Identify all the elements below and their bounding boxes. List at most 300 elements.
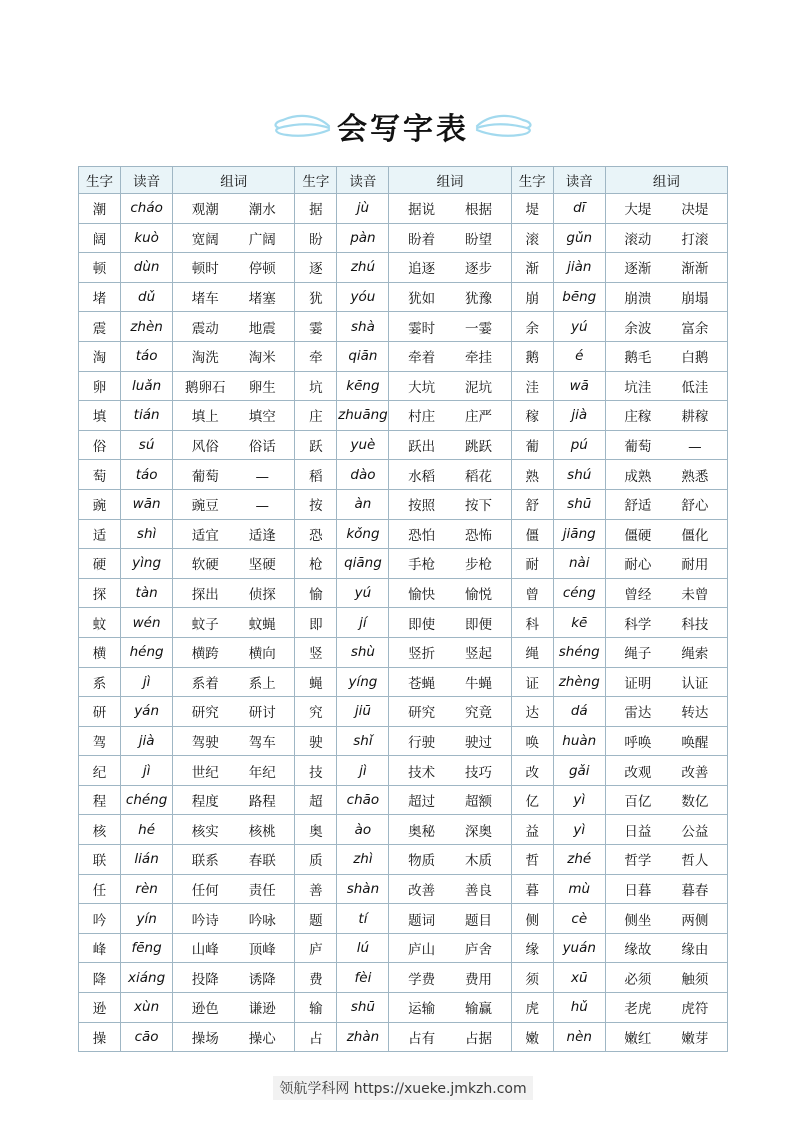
column-header-words-3: 组词: [605, 167, 727, 194]
cell-words: [173, 312, 295, 342]
word-first: 宽阔: [191, 231, 219, 248]
column-header-hanzi-3: 生字: [511, 167, 553, 194]
cell-hanzi: 亿: [511, 785, 553, 815]
cell-pinyin: yì: [553, 785, 605, 815]
cell-pinyin: zhé: [553, 845, 605, 875]
word-first: 逊色: [191, 1001, 219, 1018]
word-first: 山峰: [191, 942, 219, 959]
cell-hanzi: 熟: [511, 460, 553, 490]
table-row: [79, 963, 728, 993]
cell-hanzi: 硬: [79, 549, 121, 579]
word-second: 触须: [681, 971, 709, 988]
cell-hanzi: 证: [511, 667, 553, 697]
word-first: 日益: [624, 823, 652, 840]
cell-hanzi: 峰: [79, 933, 121, 963]
cell-pinyin: jiū: [337, 697, 389, 727]
word-first: 堵车: [191, 291, 219, 308]
word-first: 村庄: [408, 409, 436, 426]
cell-words: [605, 253, 727, 283]
word-first: 世纪: [191, 764, 219, 781]
cell-hanzi: 嫩: [511, 1022, 553, 1052]
word-second: 年纪: [248, 764, 276, 781]
table-row: [79, 815, 728, 845]
word-second: 系上: [248, 675, 276, 692]
footer-source-label: 领航学科网 https://xueke.jmkzh.com: [273, 1076, 532, 1100]
cell-pinyin: jì: [337, 756, 389, 786]
cell-hanzi: 渐: [511, 253, 553, 283]
cell-words: [173, 874, 295, 904]
word-second: 诱降: [248, 971, 276, 988]
cell-words: [173, 637, 295, 667]
word-second: 愉悦: [465, 587, 493, 604]
cell-hanzi: 善: [295, 874, 337, 904]
word-first: 任何: [191, 882, 219, 899]
word-second: 研讨: [248, 705, 276, 722]
table-header-row: [79, 167, 728, 194]
cell-pinyin: cháo: [121, 194, 173, 224]
cell-words: [173, 697, 295, 727]
cell-words: [173, 282, 295, 312]
cell-pinyin: zhèng: [553, 667, 605, 697]
cell-pinyin: yuè: [337, 430, 389, 460]
table-row: [79, 253, 728, 283]
cell-hanzi: 横: [79, 637, 121, 667]
cell-pinyin: táo: [121, 341, 173, 371]
word-first: 即使: [408, 616, 436, 633]
word-first: 填上: [191, 409, 219, 426]
word-second: 责任: [248, 882, 276, 899]
cell-pinyin: yú: [553, 312, 605, 342]
word-first: 苍蝇: [408, 675, 436, 692]
word-first: 软硬: [191, 557, 219, 574]
word-second: 未曾: [681, 587, 709, 604]
cell-words: [173, 578, 295, 608]
cell-words: [173, 608, 295, 638]
cell-pinyin: yú: [337, 578, 389, 608]
word-first: 淘洗: [191, 350, 219, 367]
cell-hanzi: 据: [295, 194, 337, 224]
cell-words: [605, 578, 727, 608]
cell-pinyin: chéng: [121, 785, 173, 815]
word-second: 究竟: [465, 705, 493, 722]
cell-pinyin: jì: [121, 756, 173, 786]
cell-pinyin: shū: [337, 993, 389, 1023]
word-second: —: [255, 468, 269, 485]
cell-words: [173, 993, 295, 1023]
table-row: [79, 401, 728, 431]
cell-pinyin: cè: [553, 904, 605, 934]
word-first: 观潮: [191, 202, 219, 219]
cell-hanzi: 费: [295, 963, 337, 993]
cell-hanzi: 占: [295, 1022, 337, 1052]
cell-pinyin: rèn: [121, 874, 173, 904]
word-first: 驾驶: [191, 734, 219, 751]
word-first: 大坑: [408, 379, 436, 396]
cell-pinyin: mù: [553, 874, 605, 904]
cell-hanzi: 吟: [79, 904, 121, 934]
cell-hanzi: 即: [295, 608, 337, 638]
word-second: 崩塌: [681, 291, 709, 308]
word-first: 坑洼: [624, 379, 652, 396]
word-first: 庄稼: [624, 409, 652, 426]
table-row: [79, 933, 728, 963]
cell-pinyin: chāo: [337, 785, 389, 815]
cell-words: [173, 430, 295, 460]
cell-words: [389, 341, 511, 371]
cell-hanzi: 须: [511, 963, 553, 993]
word-first: 学费: [408, 971, 436, 988]
word-second: —: [255, 498, 269, 515]
word-second: 绳索: [681, 646, 709, 663]
cell-hanzi: 耐: [511, 549, 553, 579]
cell-pinyin: wā: [553, 371, 605, 401]
word-second: 僵化: [681, 527, 709, 544]
cell-words: [605, 963, 727, 993]
cell-pinyin: yóu: [337, 282, 389, 312]
word-first: 题词: [408, 912, 436, 929]
cell-words: [605, 194, 727, 224]
cell-pinyin: pàn: [337, 223, 389, 253]
cell-hanzi: 探: [79, 578, 121, 608]
cell-hanzi: 唤: [511, 726, 553, 756]
cell-words: [389, 874, 511, 904]
column-header-pinyin-1: 读音: [121, 167, 173, 194]
cell-words: [605, 697, 727, 727]
cell-hanzi: 僵: [511, 519, 553, 549]
word-first: 老虎: [624, 1001, 652, 1018]
cell-words: [605, 371, 727, 401]
cell-hanzi: 缘: [511, 933, 553, 963]
word-first: 犹如: [408, 291, 436, 308]
cell-words: [173, 519, 295, 549]
cell-pinyin: gǔn: [553, 223, 605, 253]
cell-pinyin: é: [553, 341, 605, 371]
cell-words: [389, 1022, 511, 1052]
cell-words: [173, 253, 295, 283]
cell-words: [389, 697, 511, 727]
table-row: [79, 519, 728, 549]
cell-words: [605, 430, 727, 460]
cell-hanzi: 驶: [295, 726, 337, 756]
cell-hanzi: 曾: [511, 578, 553, 608]
word-second: 俗话: [248, 439, 276, 456]
cell-hanzi: 滚: [511, 223, 553, 253]
word-second: 深奥: [465, 823, 493, 840]
cell-pinyin: dá: [553, 697, 605, 727]
word-second: 费用: [465, 971, 493, 988]
page-title: 会写字表: [337, 112, 469, 147]
cell-words: [389, 253, 511, 283]
word-first: 改观: [624, 764, 652, 781]
cell-words: [605, 845, 727, 875]
cell-pinyin: xū: [553, 963, 605, 993]
cell-words: [389, 460, 511, 490]
word-second: 恐怖: [465, 527, 493, 544]
word-first: 侧坐: [624, 912, 652, 929]
word-first: 科学: [624, 616, 652, 633]
cell-hanzi: 益: [511, 815, 553, 845]
cell-hanzi: 题: [295, 904, 337, 934]
cell-hanzi: 填: [79, 401, 121, 431]
cell-hanzi: 程: [79, 785, 121, 815]
word-first: 蚊子: [191, 616, 219, 633]
cell-hanzi: 达: [511, 697, 553, 727]
cell-words: [605, 993, 727, 1023]
word-first: 追逐: [408, 261, 436, 278]
cell-pinyin: kēng: [337, 371, 389, 401]
cell-hanzi: 坑: [295, 371, 337, 401]
cell-pinyin: jì: [121, 667, 173, 697]
cell-pinyin: zhàn: [337, 1022, 389, 1052]
column-header-words-2: 组词: [389, 167, 511, 194]
cell-words: [389, 519, 511, 549]
cell-words: [389, 845, 511, 875]
cell-hanzi: 犹: [295, 282, 337, 312]
word-first: 超过: [408, 794, 436, 811]
cell-words: [173, 1022, 295, 1052]
cell-words: [173, 933, 295, 963]
cell-pinyin: wān: [121, 489, 173, 519]
cell-pinyin: shǐ: [337, 726, 389, 756]
cell-words: [605, 785, 727, 815]
cell-pinyin: tàn: [121, 578, 173, 608]
cell-pinyin: nài: [553, 549, 605, 579]
cell-hanzi: 震: [79, 312, 121, 342]
word-second: 题目: [465, 912, 493, 929]
cell-hanzi: 余: [511, 312, 553, 342]
cell-hanzi: 卵: [79, 371, 121, 401]
word-first: 葡萄: [191, 468, 219, 485]
cell-words: [389, 667, 511, 697]
word-first: 震动: [191, 320, 219, 337]
cell-pinyin: qiāng: [337, 549, 389, 579]
cell-pinyin: dǔ: [121, 282, 173, 312]
cell-hanzi: 按: [295, 489, 337, 519]
cell-words: [389, 785, 511, 815]
word-first: 水稻: [408, 468, 436, 485]
cell-words: [605, 312, 727, 342]
cell-words: [173, 194, 295, 224]
cell-words: [605, 726, 727, 756]
cell-words: [389, 430, 511, 460]
cell-hanzi: 盼: [295, 223, 337, 253]
cell-words: [605, 904, 727, 934]
cell-words: [605, 223, 727, 253]
table-row: [79, 371, 728, 401]
character-table: [78, 166, 728, 1052]
word-first: 僵硬: [624, 527, 652, 544]
word-second: 低洼: [681, 379, 709, 396]
cell-hanzi: 潮: [79, 194, 121, 224]
word-first: 嫩红: [624, 1030, 652, 1047]
word-first: 日暮: [624, 882, 652, 899]
cell-hanzi: 究: [295, 697, 337, 727]
word-second: 卵生: [248, 379, 276, 396]
word-first: 联系: [191, 853, 219, 870]
word-second: 超额: [465, 794, 493, 811]
word-second: 数亿: [681, 794, 709, 811]
cell-hanzi: 枪: [295, 549, 337, 579]
word-first: 葡萄: [624, 439, 652, 456]
cell-hanzi: 霎: [295, 312, 337, 342]
column-header-hanzi-1: 生字: [79, 167, 121, 194]
table-row: [79, 1022, 728, 1052]
cell-pinyin: tí: [337, 904, 389, 934]
cell-pinyin: shéng: [553, 637, 605, 667]
cell-pinyin: dùn: [121, 253, 173, 283]
word-second: 核桃: [248, 823, 276, 840]
word-second: 横向: [248, 646, 276, 663]
cell-pinyin: zhuāng: [337, 401, 389, 431]
word-first: 盼着: [408, 231, 436, 248]
cell-hanzi: 适: [79, 519, 121, 549]
word-second: 公益: [681, 823, 709, 840]
cell-words: [173, 667, 295, 697]
cell-words: [605, 460, 727, 490]
cell-hanzi: 奥: [295, 815, 337, 845]
word-first: 投降: [191, 971, 219, 988]
cell-hanzi: 联: [79, 845, 121, 875]
cell-words: [173, 726, 295, 756]
cell-words: [389, 933, 511, 963]
cell-words: [605, 401, 727, 431]
cell-words: [389, 815, 511, 845]
cell-pinyin: shù: [337, 637, 389, 667]
cell-hanzi: 阔: [79, 223, 121, 253]
cell-words: [389, 756, 511, 786]
table-row: [79, 549, 728, 579]
word-first: 愉快: [408, 587, 436, 604]
cell-pinyin: àn: [337, 489, 389, 519]
word-second: 唤醒: [681, 734, 709, 751]
word-first: 占有: [408, 1030, 436, 1047]
cell-hanzi: 稼: [511, 401, 553, 431]
cell-words: [389, 223, 511, 253]
word-first: 行驶: [408, 734, 436, 751]
cell-hanzi: 改: [511, 756, 553, 786]
word-second: 即便: [465, 616, 493, 633]
word-first: 据说: [408, 202, 436, 219]
word-second: 地震: [248, 320, 276, 337]
cell-words: [389, 904, 511, 934]
cell-words: [389, 194, 511, 224]
column-header-hanzi-2: 生字: [295, 167, 337, 194]
table-row: [79, 194, 728, 224]
word-second: 驶过: [465, 734, 493, 751]
word-second: 输赢: [465, 1001, 493, 1018]
table-row: [79, 312, 728, 342]
cell-words: [605, 608, 727, 638]
cell-hanzi: 哲: [511, 845, 553, 875]
cell-words: [389, 726, 511, 756]
cell-pinyin: shàn: [337, 874, 389, 904]
word-second: 吟咏: [248, 912, 276, 929]
word-first: 研究: [191, 705, 219, 722]
word-first: 耐心: [624, 557, 652, 574]
word-first: 技术: [408, 764, 436, 781]
word-first: 雷达: [624, 705, 652, 722]
word-first: 改善: [408, 882, 436, 899]
cell-words: [389, 282, 511, 312]
cell-pinyin: kǒng: [337, 519, 389, 549]
word-first: 奥秘: [408, 823, 436, 840]
word-first: 牵着: [408, 350, 436, 367]
cell-hanzi: 稻: [295, 460, 337, 490]
cell-words: [605, 874, 727, 904]
table-row: [79, 667, 728, 697]
character-table-container: [78, 166, 728, 1052]
cell-pinyin: hǔ: [553, 993, 605, 1023]
table-row: [79, 874, 728, 904]
cell-words: [389, 578, 511, 608]
word-first: 顿时: [191, 261, 219, 278]
word-first: 风俗: [191, 439, 219, 456]
page-title-banner: [0, 100, 806, 152]
word-second: 顶峰: [248, 942, 276, 959]
word-second: 操心: [248, 1030, 276, 1047]
cell-hanzi: 降: [79, 963, 121, 993]
word-first: 缘故: [624, 942, 652, 959]
word-second: 富余: [681, 320, 709, 337]
cell-words: [605, 756, 727, 786]
cell-words: [389, 637, 511, 667]
cell-hanzi: 鹅: [511, 341, 553, 371]
cell-words: [389, 993, 511, 1023]
column-header-words-1: 组词: [173, 167, 295, 194]
table-row: [79, 845, 728, 875]
word-second: 牛蝇: [465, 675, 493, 692]
cell-hanzi: 驾: [79, 726, 121, 756]
cell-pinyin: yíng: [337, 667, 389, 697]
wing-right-icon: [475, 109, 537, 143]
word-second: 庐舍: [465, 942, 493, 959]
word-second: 蚊蝇: [248, 616, 276, 633]
cell-hanzi: 豌: [79, 489, 121, 519]
cell-pinyin: jià: [553, 401, 605, 431]
cell-words: [605, 637, 727, 667]
cell-hanzi: 逐: [295, 253, 337, 283]
word-first: 舒适: [624, 498, 652, 515]
cell-pinyin: tián: [121, 401, 173, 431]
word-first: 必须: [624, 971, 652, 988]
cell-pinyin: shà: [337, 312, 389, 342]
column-header-pinyin-2: 读音: [337, 167, 389, 194]
word-first: 程度: [191, 794, 219, 811]
cell-hanzi: 牵: [295, 341, 337, 371]
table-row: [79, 993, 728, 1023]
cell-pinyin: huàn: [553, 726, 605, 756]
cell-hanzi: 任: [79, 874, 121, 904]
word-first: 恐怕: [408, 527, 436, 544]
word-second: 决堤: [681, 202, 709, 219]
table-row: [79, 430, 728, 460]
cell-words: [173, 904, 295, 934]
word-second: 步枪: [465, 557, 493, 574]
word-second: 堵塞: [248, 291, 276, 308]
word-first: 滚动: [624, 231, 652, 248]
cell-pinyin: nèn: [553, 1022, 605, 1052]
word-second: 淘米: [248, 350, 276, 367]
cell-words: [389, 963, 511, 993]
word-second: 跳跃: [465, 439, 493, 456]
cell-hanzi: 研: [79, 697, 121, 727]
cell-hanzi: 核: [79, 815, 121, 845]
cell-hanzi: 恐: [295, 519, 337, 549]
cell-hanzi: 绳: [511, 637, 553, 667]
cell-pinyin: fēng: [121, 933, 173, 963]
cell-pinyin: yìng: [121, 549, 173, 579]
cell-hanzi: 竖: [295, 637, 337, 667]
